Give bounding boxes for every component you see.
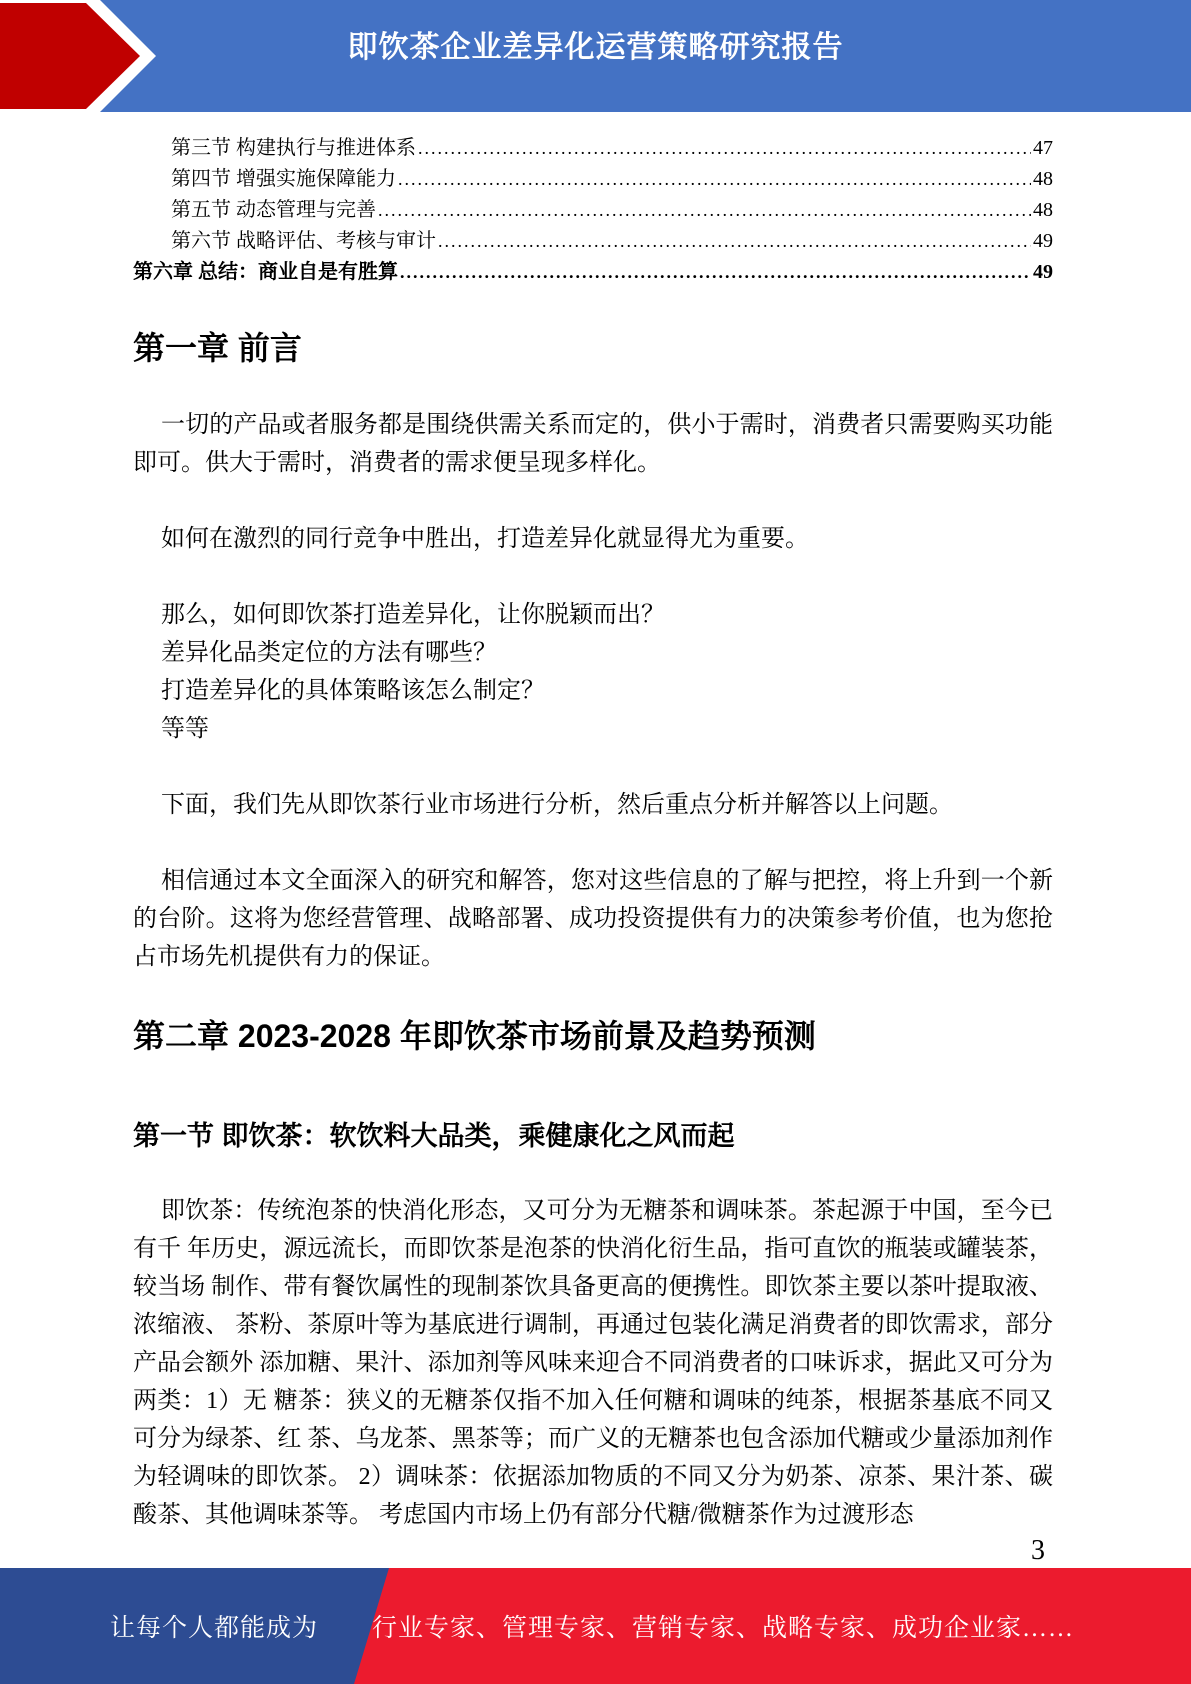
toc-entry-page-number: 49 — [1033, 230, 1053, 252]
toc-entry[interactable] — [133, 164, 1053, 195]
toc-leader-dots — [378, 195, 1031, 226]
toc-entry-page-number: 49 — [1033, 261, 1053, 283]
paragraph: 下面，我们先从即饮茶行业市场进行分析，然后重点分析并解答以上问题。 — [161, 792, 953, 818]
paragraph: 等等 — [161, 716, 209, 742]
chapter-two-title: 第二章 2023-2028 年即饮茶市场前景及趋势预测 — [133, 1018, 816, 1054]
paragraph: 打造差异化的具体策略该怎么制定？ — [161, 678, 545, 704]
footer-slogan-right: 行业专家、管理专家、营销专家、战略专家、成功企业家…… — [372, 1615, 1075, 1642]
toc-entry-page-number: 47 — [1033, 137, 1053, 159]
paragraph: 如何在激烈的同行竞争中胜出，打造差异化就显得尤为重要。 — [161, 526, 809, 552]
page-footer — [0, 1568, 1191, 1684]
paragraph: 差异化品类定位的方法有哪些？ — [161, 640, 497, 666]
paragraph: 一切的产品或者服务都是围绕供需关系而定的，供小于需时，消费者只需要购买功能即可。供大于需时，消费者的需求便呈现多样化。 — [133, 412, 1053, 476]
chapter-one-paragraphs — [133, 406, 1053, 976]
toc-leader-dots — [418, 133, 1031, 164]
footer-slogan-left: 让每个人都能成为 — [109, 1615, 318, 1642]
toc — [133, 133, 1053, 288]
paragraph: 那么，如何即饮茶打造差异化，让你脱颖而出？ — [161, 602, 665, 628]
page-number: 3 — [1031, 1535, 1045, 1566]
section-one-title: 第一节 即饮茶：软饮料大品类，乘健康化之风而起 — [133, 1121, 735, 1151]
toc-entry-label: 第三节 构建执行与推进体系 — [171, 137, 416, 159]
report-title: 即饮茶企业差异化运营策略研究报告 — [347, 31, 844, 64]
page-content — [133, 112, 1053, 1568]
toc-entry[interactable] — [133, 257, 1053, 288]
toc-leader-dots — [438, 226, 1031, 257]
paragraph: 相信通过本文全面深入的研究和解答，您对这些信息的了解与把控，将上升到一个新的台阶。这将为您经营管理、战略部署、成功投资提供有力的决策参考价值，也为您抢占市场先机提供有力的保证。 — [133, 868, 1053, 970]
toc-entry-label: 第四节 增强实施保障能力 — [171, 168, 396, 190]
toc-entry-label: 第六节 战略评估、考核与审计 — [171, 230, 436, 252]
toc-leader-dots — [398, 164, 1031, 195]
toc-entry-label: 第六章 总结：商业自是有胜算 — [133, 261, 398, 283]
toc-leader-dots — [400, 257, 1031, 288]
toc-entry-page-number: 48 — [1033, 168, 1053, 190]
toc-entry[interactable] — [133, 195, 1053, 226]
page-header — [0, 0, 1191, 112]
toc-entry[interactable] — [133, 226, 1053, 257]
toc-entry[interactable] — [133, 133, 1053, 164]
toc-entry-page-number: 48 — [1033, 199, 1053, 221]
toc-entry-label: 第五节 动态管理与完善 — [171, 199, 376, 221]
chapter-one-title: 第一章 前言 — [133, 330, 302, 366]
section-one-paragraph: 即饮茶：传统泡茶的快消化形态，又可分为无糖茶和调味茶。茶起源于中国，至今已有千 年历史，源远流长，而即饮茶是泡茶的快消化衍生品，指可直饮的瓶装或罐装茶，较当场 制作、带有餐饮属性的现制茶饮具备更高的便携性。即饮茶主要以茶叶提取液、浓缩液、 茶粉、茶原叶等为基底进行调制，再通过包装化满足消费者的即饮需求，部分产品会额外 添加糖、果汁、添加剂等风味来迎合不同消费者的口味诉求，据此又可分为两类：1）无 糖茶：狭义的无糖茶仅指不加入任何糖和调味的纯茶，根据茶基底不同又可分为绿茶、红 茶、乌龙茶、黑茶等；而广义的无糖茶也包含添加代糖或少量添加剂作为轻调味的即饮茶。 2）调味茶：依据添加物质的不同又分为奶茶、凉茶、果汁茶、碳酸茶、其他调味茶等。 考虑国内市场上仍有部分代糖/微糖茶作为过渡形态 — [133, 1198, 1053, 1528]
